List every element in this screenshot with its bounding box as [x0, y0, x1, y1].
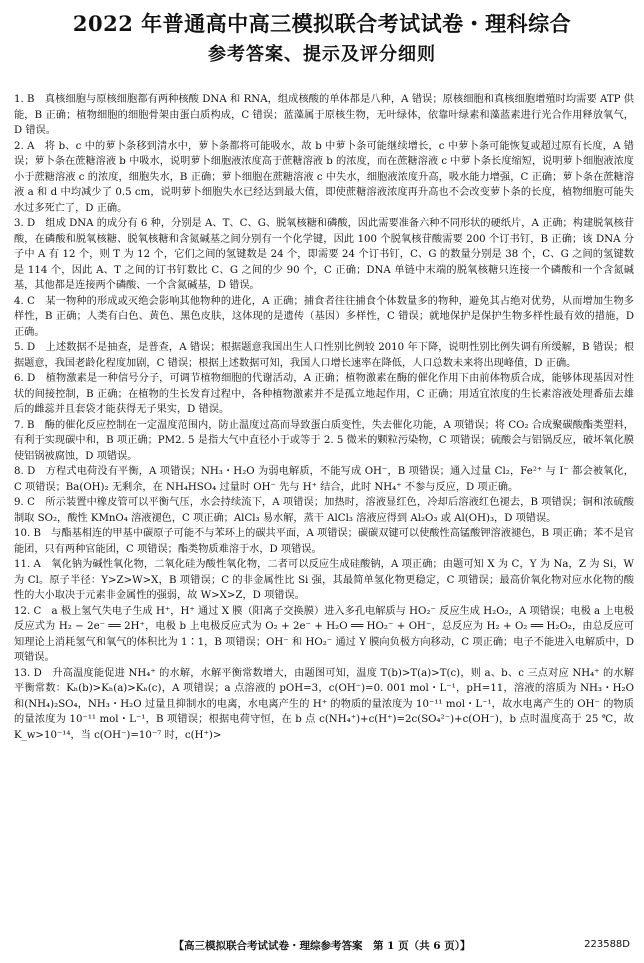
answer-item: 7. B 酶的催化反应控制在一定温度范围内，防止温度过高而导致蛋白质变性，失去催化功能，A 项错误；将 CO₂ 合成聚碳酸酯类塑料，有利于实现碳中和，B 项正确；PM2. 5 是指大气中直径小于或等于 2. 5 微米的颗粒污染物，C 项错误；硫酸会与铝锅反应，破坏氧化膜使铝锅被腐蚀，D 项错误。	[14, 419, 634, 462]
answer-item: 1. B 真核细胞与原核细胞都有两种核酸 DNA 和 RNA，组成核酸的单体都是八种，A 错误；原核细胞和真核细胞增殖时均需要 ATP 供能，B 正确；植物细胞的细胞骨架由蛋白质构成，C 错误；蓝藻属于原核生物，无叶绿体，依靠叶绿素和藻蓝素进行光合作用释放氧气，D 错误。	[14, 94, 634, 136]
footer-code: 223588D	[584, 939, 630, 950]
answer-item: 5. D 上述数据不是抽查，是普查，A 错误；根据题意我国出生人口性别比例较 2010 年下降，说明性别比例失调有所缓解，B 错误；根据题意，我国老龄化程度加剧，C 错误；根据上述数据可知，我国人口增长速率在降低，人口总数未来将出现峰值，D 正确。	[14, 342, 634, 369]
page-footer	[0, 938, 644, 954]
answer-item: 11. A 氧化钠为碱性氧化物，二氧化硅为酸性氧化物，二者可以反应生成硅酸钠，A 项正确；由题可知 X 为 C，Y 为 Na，Z 为 Si，W 为 Cl。原子半径：Y>Z>W>X，B 项错误；C 的非金属性比 Si 强，其最简单氢化物更稳定，C 项错误；最高价氧化物对应水化物的酸性的大小取决于元素非金属性的强弱，故 W>X>Z，D 项错误。	[14, 559, 634, 601]
answer-item: 9. C 所示装置中橡皮管可以平衡气压，水会持续流下，A 项错误；加热时，溶液显红色，冷却后溶液红色褪去，B 项错误；铜和浓硫酸制取 SO₂，酸性 KMnO₄ 溶液褪色，C 项正确；AlCl₃ 易水解，蒸干 AlCl₃ 溶液应得到 Al₂O₃ 或 Al(OH)₃，D 项错误。	[14, 497, 634, 524]
answer-item: 6. D 植物激素是一种信号分子，可调节植物细胞的代谢活动，A 正确；植物激素在酶的催化作用下由前体物质合成，能够体现基因对性状的间接控制，B 正确；在植物的生长发育过程中，各种植物激素并不是孤立地起作用，C 正确；用适宜浓度的生长素溶液处理番茄去雄后的雌蕊并且套袋才能获得无子果实，D 错误。	[14, 373, 634, 415]
answer-item: 4. C 某一物种的形成或灭绝会影响其他物种的进化，A 正确；捕食者往往捕食个体数量多的物种，避免其占绝对优势，从而增加生物多样性，B 正确；人类有白色、黄色、黑色皮肤，这体现的是遗传（基因）多样性，C 错误；就地保护是保护生物多样性最有效的措施，D 正确。	[14, 295, 634, 338]
document-subtitle: 参考答案、提示及评分细则	[208, 44, 436, 65]
answer-list	[14, 92, 634, 920]
footer-text: 【高三模拟联合考试试卷・理综参考答案 第 1 页（共 6 页）】	[173, 940, 471, 952]
answer-item: 12. C a 极上氢气失电子生成 H⁺，H⁺ 通过 X 膜（阳离子交换膜）进入多孔电解质与 HO₂⁻ 反应生成 H₂O₂，A 项错误；电极 a 上电极反应式为 H₂ − 2e⁻ ══ 2H⁺，电极 b 上电极反应式为 O₂ + 2e⁻ + H₂O ══ HO₂⁻ + OH⁻，总反应为 H₂ + O₂ ══ H₂O₂，由总反应可知理论上消耗氢气和氧气的体积比为 1∶1，B 项错误；OH⁻ 和 HO₂⁻ 通过 Y 膜向负极方向移动，C 项正确；电子不能进入电解质中，D 项错误。	[14, 605, 634, 663]
answer-item: 2. A 将 b、c 中的萝卜条移到清水中，萝卜条都将可能吸水，故 b 中萝卜条可能继续增长，c 中萝卜条可能恢复或超过原有长度，A 错误；萝卜条在蔗糖溶液 b 中吸水，说明萝卜细胞液浓度高于蔗糖溶液 b 的浓度，而在蔗糖溶液 c 中萝卜条长度缩短，说明萝卜细胞液浓度小于蔗糖溶液 c 的浓度，细胞失水，B 正确；萝卜细胞在蔗糖溶液 c 中失水，细胞液浓度升高，吸水能力增强，C 正确；萝卜条在蔗糖溶液 a 和 d 中均减少了 0.5 cm，说明萝卜细胞失水已经达到最大值，即使蔗糖溶液浓度再升高也不会改变萝卜条的长度，植物细胞可能失水过多死亡了，D 正确。	[14, 140, 634, 214]
answer-item: 8. D 方程式电荷没有平衡，A 项错误；NH₃・H₂O 为弱电解质，不能写成 OH⁻，B 项错误；通入过量 Cl₂，Fe²⁺ 与 I⁻ 都会被氧化，C 项错误；Ba(OH)₂ 无剩余，在 NH₄HSO₄ 过量时 OH⁻ 先与 H⁺ 结合，此时 NH₄⁺ 不参与反应，D 项正确。	[14, 466, 634, 493]
answer-item: 10. B 与酯基相连的甲基中碳原子可能不与苯环上的碳共平面，A 项错误；碳碳双键可以使酸性高锰酸钾溶液褪色，B 项正确；苯不是官能团，只有两种官能团，C 项错误；酯类物质难溶于水，D 项错误。	[14, 528, 634, 555]
answer-item: 13. D 升高温度能促进 NH₄⁺ 的水解，水解平衡常数增大，由题图可知，温度 T(b)>T(a)>T(c)，则 a、b、c 三点对应 NH₄⁺ 的水解平衡常数：Kₕ(b)>Kₕ(a)>Kₕ(c)，A 项错误；a 点溶液的 pOH=3，c(OH⁻)=0. 001 mol・L⁻¹，pH=11，溶液的溶质为 NH₃・H₂O 和(NH₄)₂SO₄，NH₃・H₂O 过量且抑制水的电离，水电离产生的 H⁺ 的物质的量浓度为 10⁻¹¹ mol・L⁻¹，故水电离产生的 OH⁻ 的物质的量浓度为 10⁻¹¹ mol・L⁻¹，B 项错误；根据电荷守恒，在 b 点 c(NH₄⁺)+c(H⁺)=2c(SO₄²⁻)+c(OH⁻)，b 点时温度高于 25 ℃，故 K_w>10⁻¹⁴，当 c(OH⁻)=10⁻⁷ 时，c(H⁺)>	[14, 667, 634, 741]
document-title: 2022 年普通高中高三模拟联合考试试卷・理科综合	[72, 11, 572, 36]
answer-item: 3. D 组成 DNA 的成分有 6 种，分别是 A、T、C、G、脱氧核糖和磷酸，因此需要准备六种不同形状的硬纸片，A 正确；构建脱氧核苷酸，在磷酸和脱氧核糖、脱氧核糖和含氮碱基之间分别有一个化学键，因此 100 个脱氧核苷酸需要 200 个订书钉，B 正确；该 DNA 分子中 A 有 12 个，则 T 为 12 个，它们之间的氢键数是 24 个，即需要 24 个订书钉，C、G 的数量分别是 38 个，C、G 之间的氢键数是 114 个，因此 A、T 之间的订书钉数比 C、G 之间的少 90 个，C 正确；DNA 单链中末端的脱氧核糖只连接一个磷酸和一个含氮碱基，其他都是连接两个磷酸、一个含氮碱基，D 错误。	[14, 218, 634, 291]
